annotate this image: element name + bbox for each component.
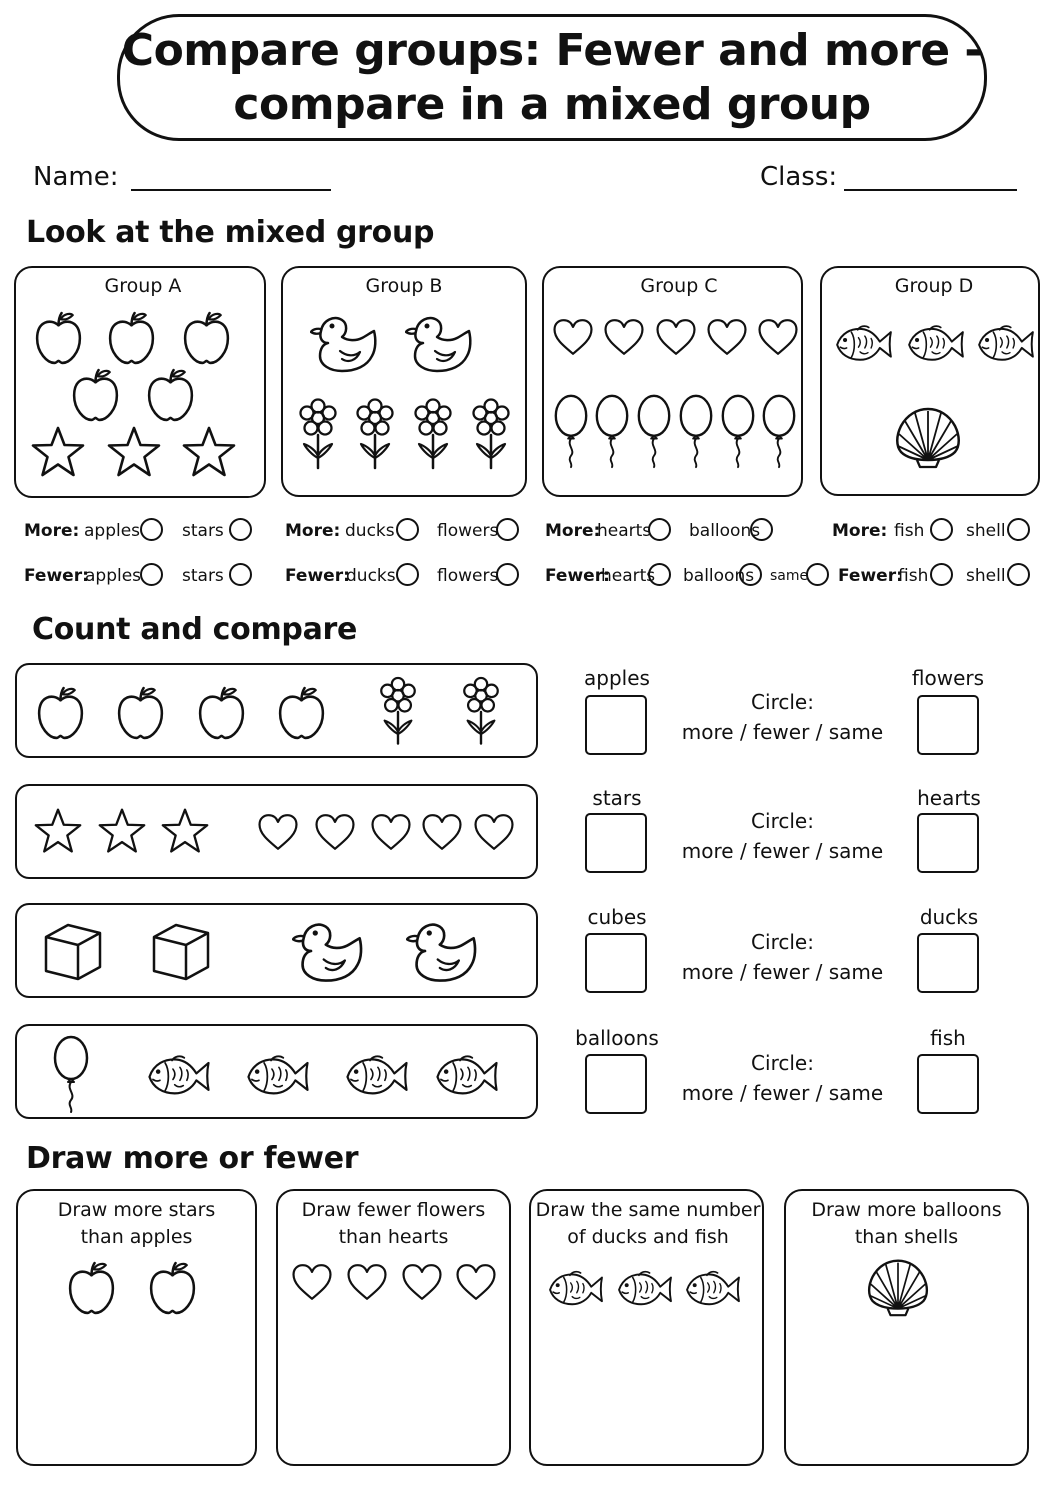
star-icon — [181, 425, 237, 479]
balloon-icon — [760, 392, 798, 470]
star-icon — [30, 425, 86, 479]
fish-icon — [245, 1048, 311, 1104]
count-box-right[interactable] — [917, 695, 979, 755]
fewer-label-d: Fewer: — [838, 566, 903, 586]
heart-icon — [655, 316, 697, 358]
apple-icon — [147, 1259, 198, 1316]
fish-icon — [146, 1048, 212, 1104]
count-box-left[interactable] — [585, 813, 647, 873]
compare-left-label: cubes — [587, 905, 647, 929]
flower-icon — [467, 398, 515, 470]
answer-word: stars — [182, 566, 224, 586]
fish-icon — [976, 318, 1036, 370]
flower-icon — [351, 398, 399, 470]
heart-icon — [257, 811, 299, 853]
answer-circle[interactable] — [229, 563, 252, 586]
more-label-b: More: — [285, 521, 341, 541]
answer-word: apples — [84, 521, 141, 541]
answer-word: ducks — [346, 566, 396, 586]
group-c-title: Group C — [640, 275, 718, 297]
flower-icon — [294, 398, 342, 470]
count-box-left[interactable] — [585, 695, 647, 755]
compare-options[interactable]: more / fewer / same — [681, 839, 884, 863]
section-title-count: Count and compare — [32, 612, 358, 647]
star-icon — [106, 425, 162, 479]
star-icon — [160, 807, 210, 855]
apple-icon — [66, 1259, 117, 1316]
draw-box-line-1: Draw the same number — [535, 1199, 761, 1221]
heart-icon — [757, 316, 799, 358]
answer-circle[interactable] — [930, 563, 953, 586]
class-label: Class: — [760, 162, 838, 192]
heart-icon — [291, 1261, 333, 1303]
heart-icon — [603, 316, 645, 358]
group-b-title: Group B — [365, 275, 443, 297]
apple-icon — [106, 309, 157, 366]
compare-left-label: apples — [584, 666, 650, 690]
star-icon — [33, 807, 83, 855]
fewer-label-a: Fewer: — [24, 566, 89, 586]
heart-icon — [421, 811, 463, 853]
fewer-label-c: Fewer: — [545, 566, 610, 586]
star-icon — [97, 807, 147, 855]
compare-right-label: ducks — [919, 905, 979, 929]
section-title-look: Look at the mixed group — [26, 215, 435, 250]
fish-icon — [547, 1264, 605, 1314]
answer-word: flowers — [437, 566, 499, 586]
count-box-right[interactable] — [917, 1054, 979, 1114]
duck-icon — [405, 311, 475, 375]
balloon-icon — [50, 1034, 92, 1114]
answer-word: apples — [85, 566, 142, 586]
more-label-a: More: — [24, 521, 80, 541]
balloon-icon — [593, 392, 631, 470]
section-title-draw: Draw more or fewer — [26, 1141, 359, 1176]
apple-icon — [35, 684, 86, 741]
heart-icon — [706, 316, 748, 358]
draw-box-line-1: Draw fewer flowers — [301, 1199, 486, 1221]
answer-word: balloons — [683, 566, 755, 586]
answer-word: flowers — [437, 521, 499, 541]
answer-circle[interactable] — [930, 518, 953, 541]
apple-icon — [33, 309, 84, 366]
heart-icon — [346, 1261, 388, 1303]
duck-icon — [310, 311, 380, 375]
fish-icon — [344, 1048, 410, 1104]
page-title-line-1: Compare groups: Fewer and more - — [121, 25, 983, 76]
circle-label: Circle: — [751, 690, 814, 714]
balloon-icon — [677, 392, 715, 470]
fish-icon — [834, 318, 894, 370]
apple-icon — [70, 366, 121, 423]
answer-word: stars — [182, 521, 224, 541]
count-box-left[interactable] — [585, 1054, 647, 1114]
draw-box-line-1: Draw more balloons — [811, 1199, 1002, 1221]
heart-icon — [455, 1261, 497, 1303]
balloon-icon — [552, 392, 590, 470]
circle-label: Circle: — [751, 809, 814, 833]
draw-box-line-2: than apples — [80, 1226, 193, 1248]
answer-circle[interactable] — [648, 563, 671, 586]
apple-icon — [196, 684, 247, 741]
answer-word: balloons — [689, 521, 761, 541]
group-d-title: Group D — [894, 275, 974, 297]
balloon-icon — [635, 392, 673, 470]
compare-right-label: flowers — [911, 666, 985, 690]
count-box-right[interactable] — [917, 813, 979, 873]
class-line[interactable] — [844, 189, 1017, 191]
shell-icon — [864, 1256, 932, 1318]
compare-left-label: balloons — [575, 1026, 659, 1050]
heart-icon — [552, 316, 594, 358]
compare-options[interactable]: more / fewer / same — [681, 720, 884, 744]
apple-icon — [181, 309, 232, 366]
name-label: Name: — [33, 162, 119, 192]
draw-box-line-2: of ducks and fish — [567, 1226, 729, 1248]
circle-label: Circle: — [751, 930, 814, 954]
answer-circle[interactable] — [396, 518, 419, 541]
fewer-label-b: Fewer: — [285, 566, 350, 586]
fish-icon — [684, 1264, 742, 1314]
compare-options[interactable]: more / fewer / same — [681, 960, 884, 984]
answer-circle[interactable] — [1007, 518, 1030, 541]
apple-icon — [145, 366, 196, 423]
flower-icon — [375, 675, 421, 747]
circle-label: Circle: — [751, 1051, 814, 1075]
fish-icon — [906, 318, 966, 370]
group-a-title: Group A — [104, 275, 182, 297]
heart-icon — [314, 811, 356, 853]
answer-circle[interactable] — [1007, 563, 1030, 586]
more-label-d: More: — [832, 521, 888, 541]
fish-icon — [434, 1048, 500, 1104]
name-line[interactable] — [131, 189, 331, 191]
draw-box-line-1: Draw more stars — [57, 1199, 216, 1221]
count-box-left[interactable] — [585, 933, 647, 993]
compare-options[interactable]: more / fewer / same — [681, 1081, 884, 1105]
duck-icon — [406, 917, 480, 985]
answer-circle[interactable] — [229, 518, 252, 541]
compare-right-label: fish — [930, 1026, 966, 1050]
cube-icon — [150, 919, 212, 983]
apple-icon — [276, 684, 327, 741]
answer-word: hearts — [597, 521, 652, 541]
flower-icon — [458, 675, 504, 747]
more-label-c: More: — [545, 521, 601, 541]
fish-icon — [616, 1264, 674, 1314]
answer-word: hearts — [601, 566, 656, 586]
answer-circle[interactable] — [806, 563, 829, 586]
heart-icon — [401, 1261, 443, 1303]
heart-icon — [473, 811, 515, 853]
answer-circle[interactable] — [648, 518, 671, 541]
balloon-icon — [719, 392, 757, 470]
apple-icon — [115, 684, 166, 741]
page-title-line-2: compare in a mixed group — [233, 79, 871, 130]
answer-word: shell — [966, 566, 1006, 586]
count-box-right[interactable] — [917, 933, 979, 993]
answer-circle[interactable] — [496, 518, 519, 541]
cube-icon — [42, 919, 104, 983]
answer-circle[interactable] — [140, 518, 163, 541]
answer-word: fish — [894, 521, 925, 541]
answer-circle[interactable] — [739, 563, 762, 586]
answer-circle[interactable] — [396, 563, 419, 586]
answer-circle[interactable] — [140, 563, 163, 586]
answer-circle[interactable] — [750, 518, 773, 541]
draw-box-line-2: than hearts — [338, 1226, 449, 1248]
draw-box-line-2: than shells — [854, 1226, 959, 1248]
answer-word-same: same — [770, 568, 809, 584]
answer-word: fish — [898, 566, 929, 586]
shell-icon — [893, 404, 963, 470]
flower-icon — [409, 398, 457, 470]
answer-word: shell — [966, 521, 1006, 541]
duck-icon — [292, 917, 366, 985]
compare-left-label: stars — [592, 786, 642, 810]
compare-right-label: hearts — [917, 786, 981, 810]
answer-circle[interactable] — [496, 563, 519, 586]
answer-word: ducks — [345, 521, 395, 541]
heart-icon — [370, 811, 412, 853]
